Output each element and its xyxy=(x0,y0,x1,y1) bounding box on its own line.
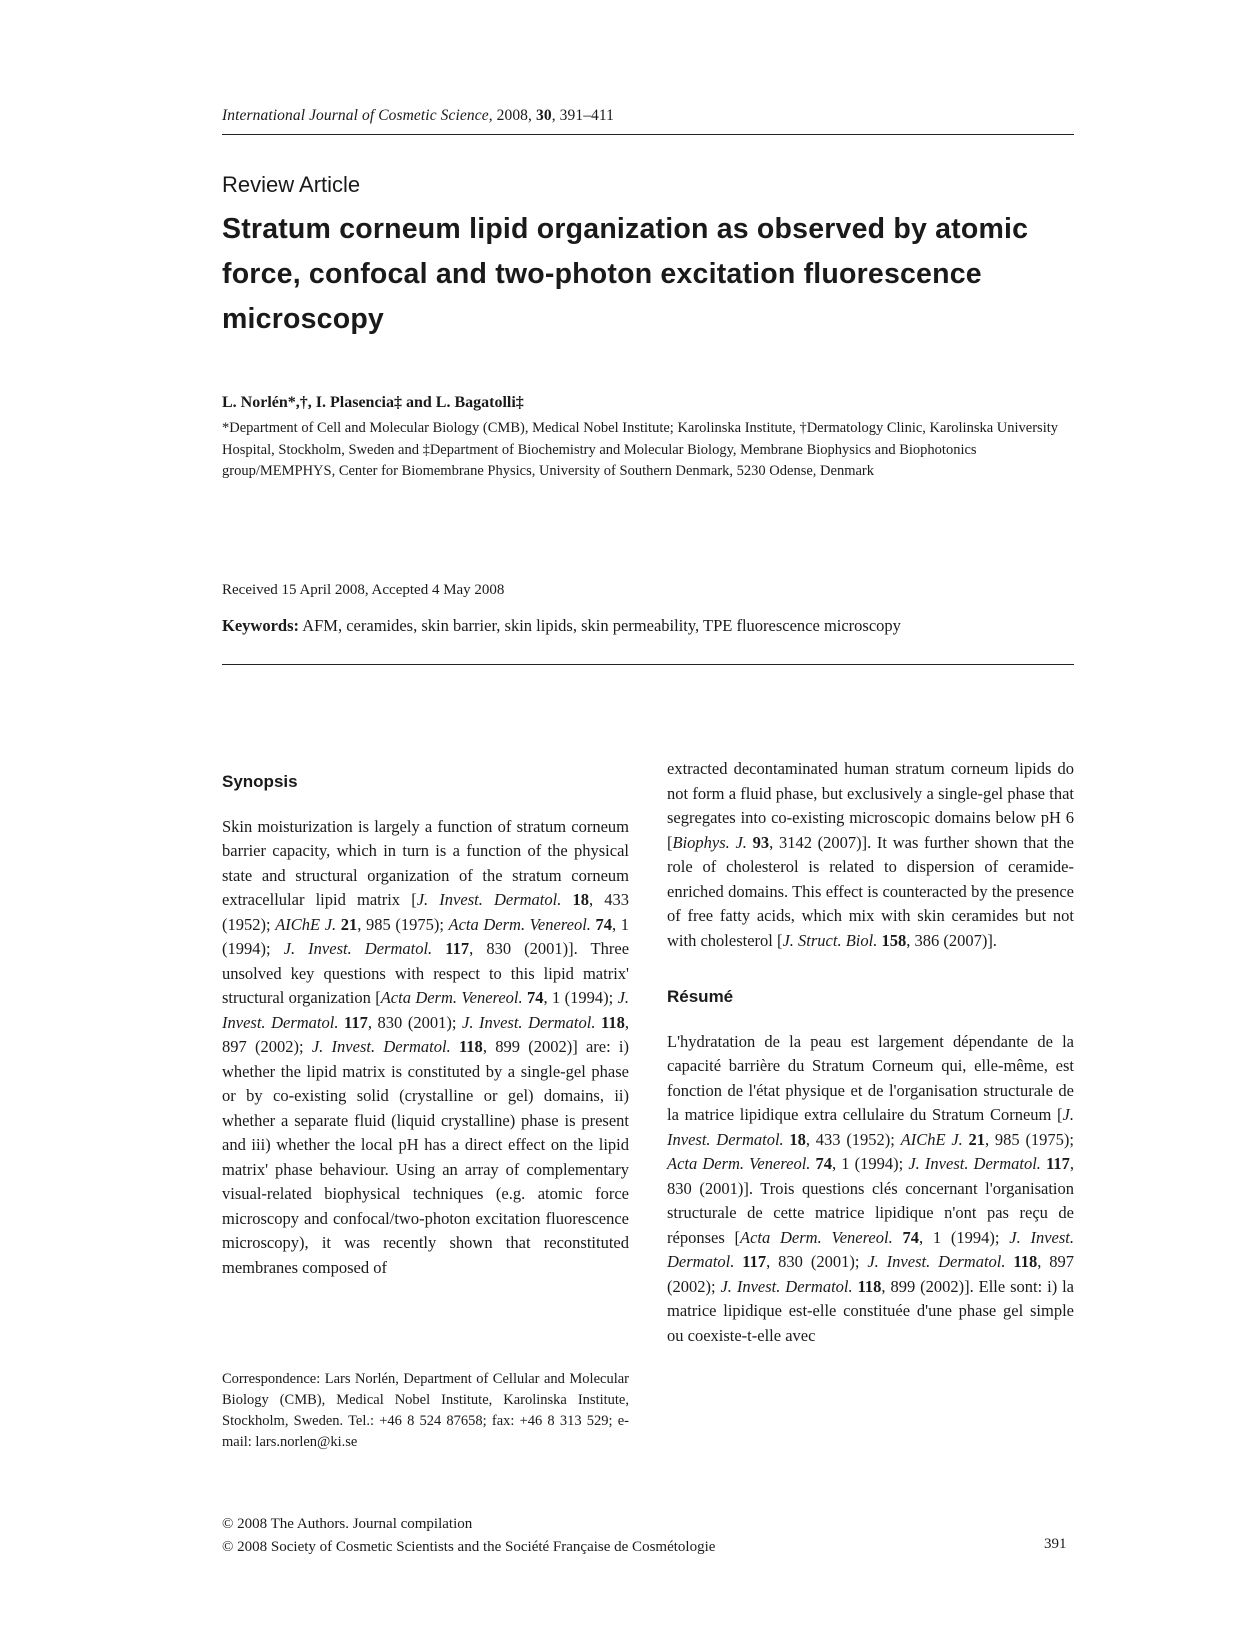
right-column xyxy=(667,757,1074,1348)
synopsis-continued: extracted decontaminated human stratum corneum lipids do not form a fluid phase, but exclusively a single-gel phase that segregates into co-existing microscopic domains below pH 6 [Biophys. J. 93, 3142 (2007)]. It was further shown that the role of cholesterol is related to dispersion of ceramide-enriched domains. This effect is counteracted by the presence of free fatty acids, which mix with skin ceramides but not with cholesterol [J. Struct. Biol. 158, 386 (2007)]. xyxy=(667,759,1075,950)
resume-heading: Résumé xyxy=(667,987,734,1006)
affiliation: *Department of Cell and Molecular Biology (CMB), Medical Nobel Institute; Karolinska Institute, †Dermatology Clinic, Karolinska University Hospital, Stockholm, Sweden and ‡Department of Biochemistry and Molecular Biology, Membrane Biophysics and Biophotonics group/MEMPHYS, Center for Biomembrane Physics, University of Southern Denmark, 5230 Odense, Denmark xyxy=(222,420,1059,479)
article-title: Stratum corneum lipid organization as observed by atomic force, confocal and two-photon excitation fluorescence microscopy xyxy=(222,213,1029,335)
keywords-label: Keywords: xyxy=(222,616,299,635)
correspondence-note: Correspondence: Lars Norlén, Department of Cellular and Molecular Biology (CMB), Medical Nobel Institute, Karolinska Institute, Stockholm, Sweden. Tel.: +46 8 524 87658; fax: +46 8 313 529; e-mail: lars.norlen@ki.se xyxy=(222,1371,629,1450)
synopsis-heading: Synopsis xyxy=(222,772,298,791)
received-dates: Received 15 April 2008, Accepted 4 May 2008 xyxy=(222,582,505,598)
copyright-footer xyxy=(222,1513,715,1559)
left-column xyxy=(222,770,629,1280)
copyright-line-2: © 2008 Society of Cosmetic Scientists and the Société Française de Cosmétologie xyxy=(222,1539,716,1555)
section-rule xyxy=(222,664,1074,665)
journal-citation xyxy=(222,107,614,125)
journal-name: International Journal of Cosmetic Science xyxy=(222,107,489,124)
authors: L. Norlén*,†, I. Plasencia‡ and L. Bagatolli‡ xyxy=(222,394,524,411)
resume-paragraph: L'hydratation de la peau est largement dépendante de la capacité barrière du Stratum Corneum qui, elle-même, est fonction de l'état physique et de l'organisation structurale de la matrice lipidique extra cellulaire du Stratum Corneum [J. Invest. Dermatol. 18, 433 (1952); AIChE J. 21, 985 (1975); Acta Derm. Venereol. 74, 1 (1994); J. Invest. Dermatol. 117, 830 (2001)]. Trois questions clés concernant l'organisation structurale de cette matrice lipidique n'ont pas reçu de réponses [Acta Derm. Venereol. 74, 1 (1994); J. Invest. Dermatol. 117, 830 (2001); J. Invest. Dermatol. 118, 897 (2002); J. Invest. Dermatol. 118, 899 (2002)]. Elle sont: i) la matrice lipidique est-elle constituée d'une phase gel simple ou coexiste-t-elle avec xyxy=(667,1031,1075,1345)
article-type: Review Article xyxy=(222,172,361,197)
journal-year: , 2008, xyxy=(488,107,536,124)
journal-pages: , 391–411 xyxy=(551,107,615,124)
header-rule xyxy=(222,134,1074,135)
keywords xyxy=(222,616,901,636)
synopsis-paragraph: Skin moisturization is largely a function of stratum corneum barrier capacity, which in turn is a function of the physical state and structural organization of the stratum corneum extracellular lipid matrix [J. Invest. Dermatol. 18, 433 (1952); AIChE J. 21, 985 (1975); Acta Derm. Venereol. 74, 1 (1994); J. Invest. Dermatol. 117, 830 (2001)]. Three unsolved key questions with respect to this lipid matrix' structural organization [Acta Derm. Venereol. 74, 1 (1994); J. Invest. Dermatol. 117, 830 (2001); J. Invest. Dermatol. 118, 897 (2002); J. Invest. Dermatol. 118, 899 (2002)] are: i) whether the lipid matrix is constituted by a single-gel phase or by co-existing solid (crystalline or gel) domains, ii) whether a separate fluid (liquid crystalline) phase is present and iii) whether the local pH has a direct effect on the lipid matrix' phase behaviour. Using an array of complementary visual-related biophysical techniques (e.g. atomic force microscopy and confocal/two-photon excitation fluorescence microscopy), it was recently shown that reconstituted membranes composed of xyxy=(222,816,630,1277)
keywords-list: AFM, ceramides, skin barrier, skin lipids, skin permeability, TPE fluorescence microscopy xyxy=(299,616,901,635)
copyright-line-1: © 2008 The Authors. Journal compilation xyxy=(222,1516,473,1532)
journal-volume: 30 xyxy=(536,107,552,124)
page-number: 391 xyxy=(1044,1536,1067,1552)
